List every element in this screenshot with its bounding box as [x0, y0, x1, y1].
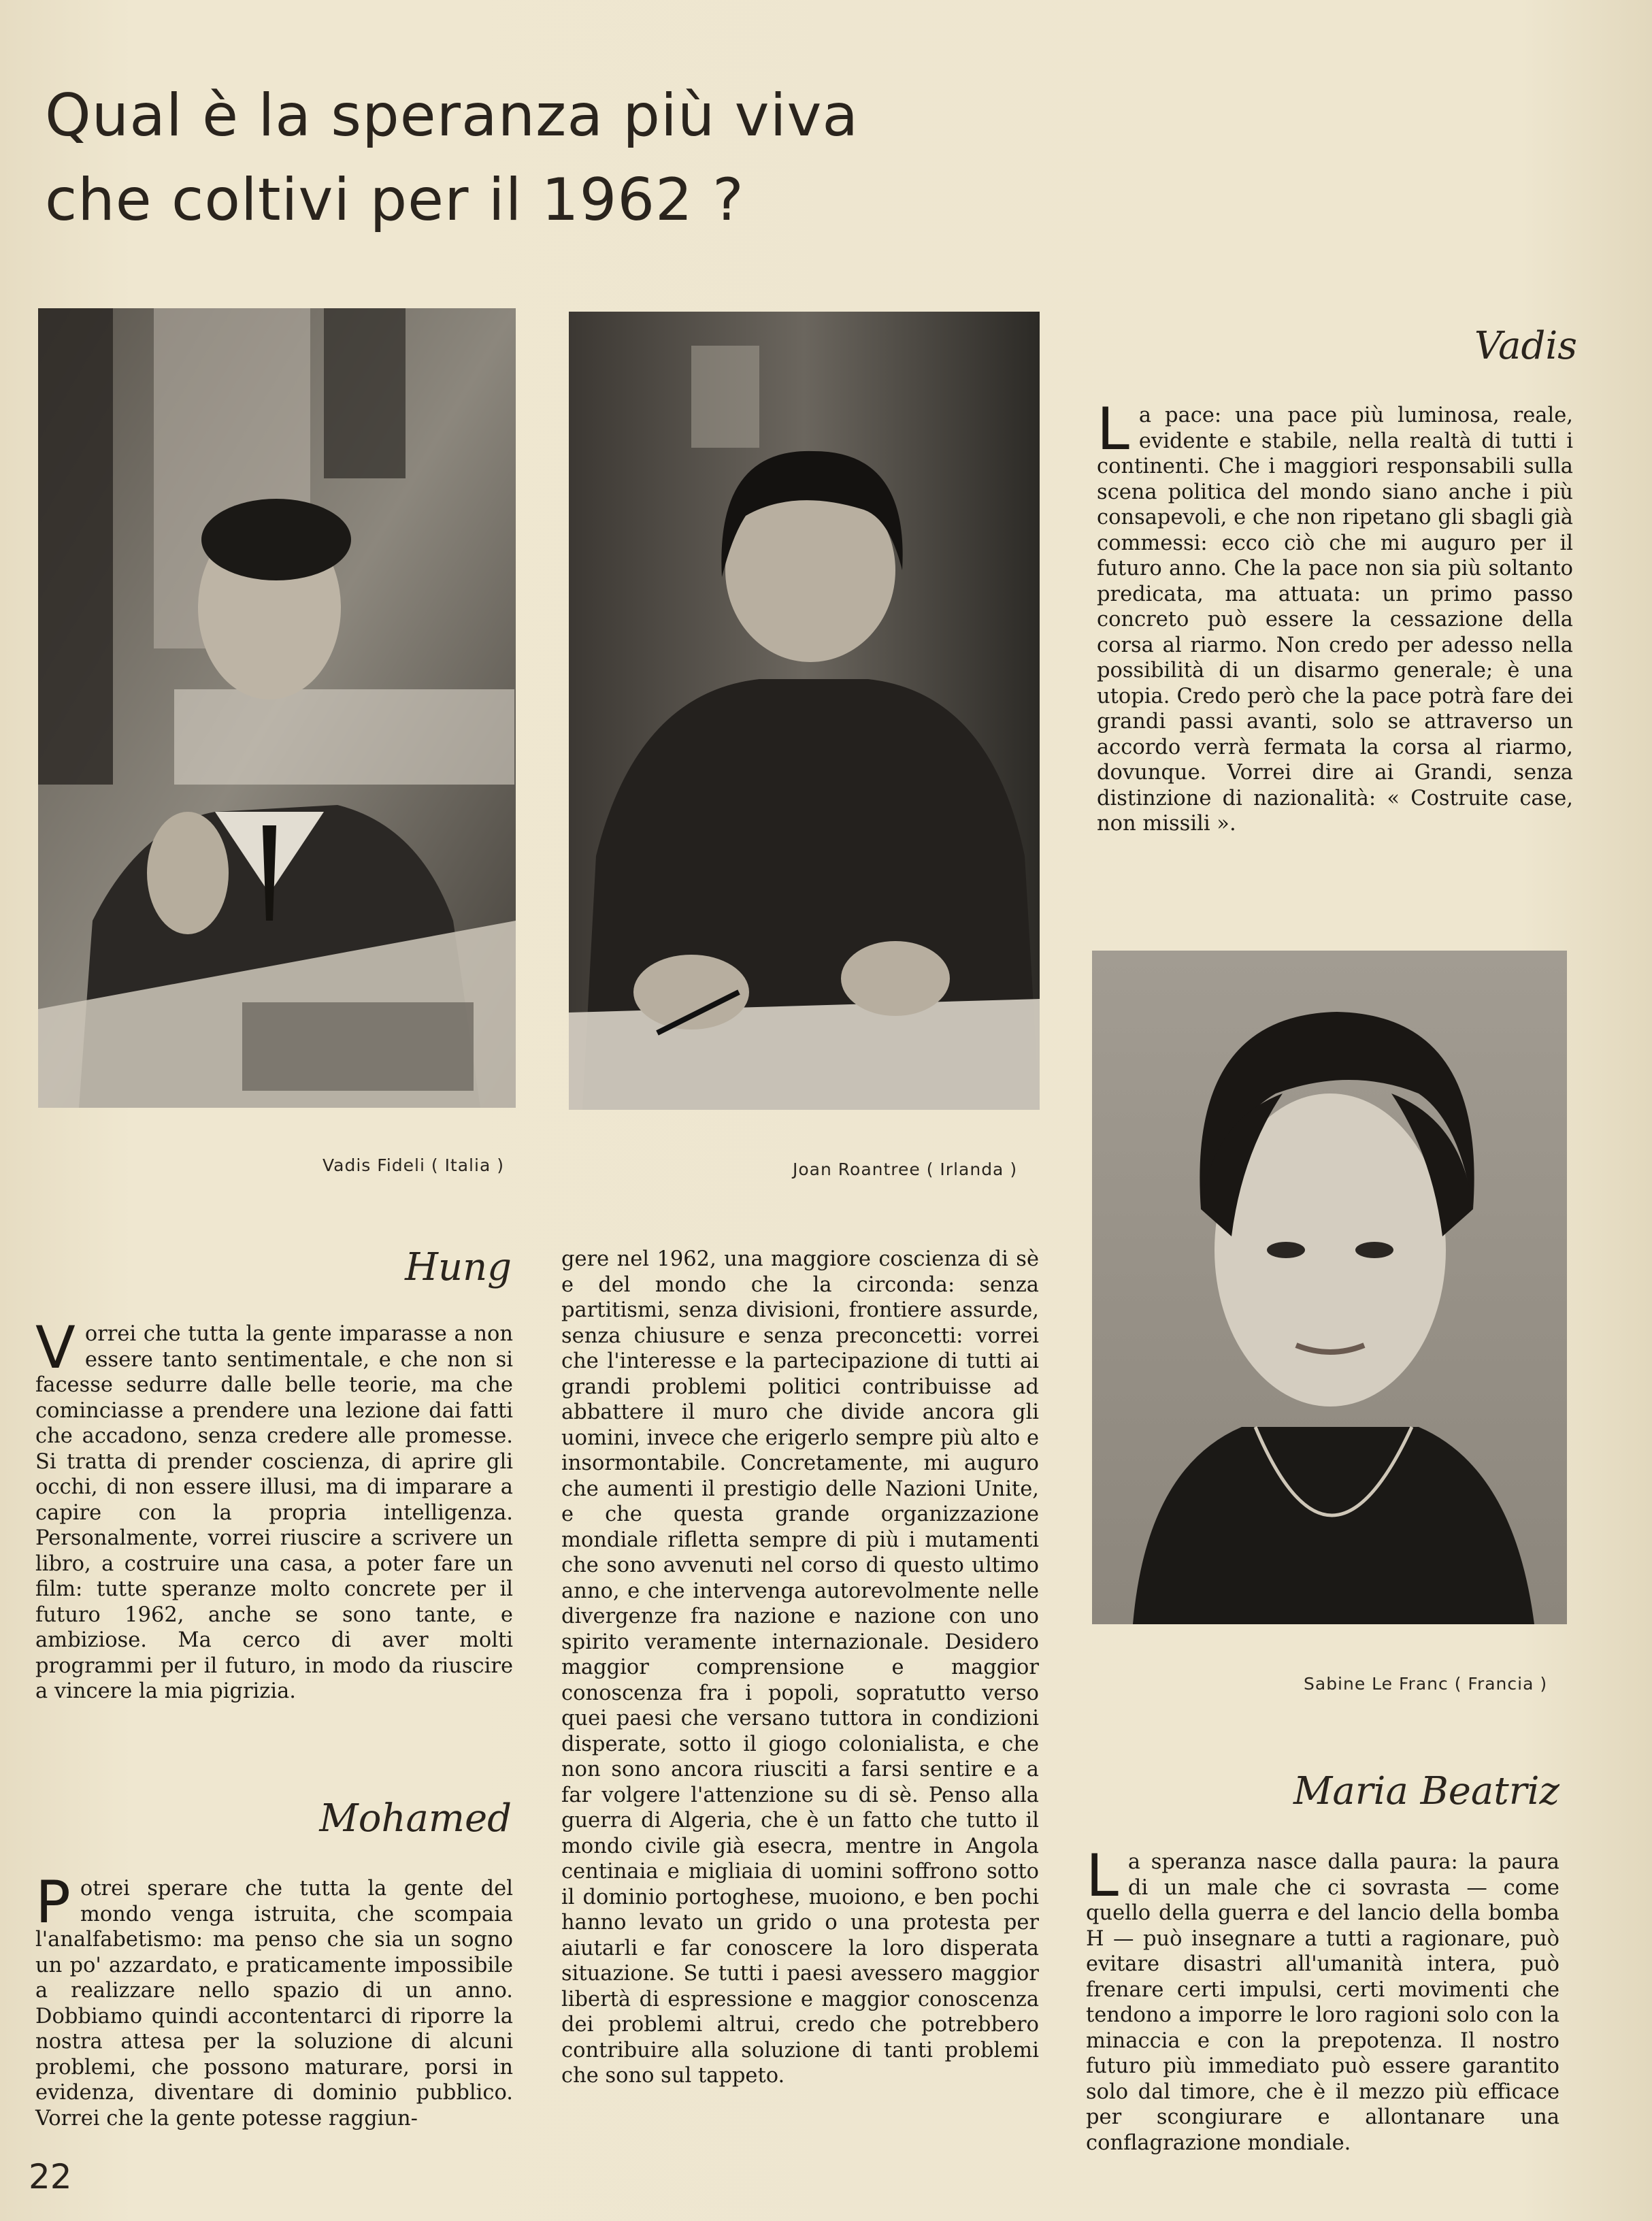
page-headline [45, 73, 929, 242]
section-name-maria-beatriz: Maria Beatriz [1293, 1769, 1559, 1813]
dropcap-vadis: L [1097, 395, 1129, 463]
dropcap-maria-beatriz: L [1086, 1842, 1119, 1910]
portrait-man-image [38, 308, 516, 1108]
caption-joan-roantree: Joan Roantree ( Irlanda ) [793, 1159, 1018, 1179]
section-name-vadis: Vadis [1474, 324, 1577, 368]
section-text-mohamed-continued: gere nel 1962, una maggiore coscienza di sè e del mondo che la circonda: senza partitismi, senza divisioni, frontiere assurde, senza chiusure e senza preconcetti: vorrei che l'interesse e la partecipazione di tutti ai grandi problemi politici contribuisse ad abbattere il muro che divide ancora gli uomini, invece che erigerlo sempre più alto e insormontabile. Concretamente, mi auguro che aumenti il prestigio delle Nazioni Unite, e che questa grande organizzazione mondiale rifletta sempre di più i mutamenti che sono avvenuti nel corso di questo ultimo anno, e che intervenga autorevolmente nelle divergenze fra nazione e nazione con uno spirito veramente internazionale. Desidero maggior comprensione e maggior conoscenza fra i popoli, sopratutto verso quei paesi che versano tuttora in condizioni disperate, sotto il giogo colonialista, e che non sono ancora riusciti a farsi sentire e a far volgere l'attenzione su di sè. Penso alla guerra di Algeria, che è un fatto che tutto il mondo civile già esecra, mentre in Angola centinaia e migliaia di uomini soffrono sotto il dominio portoghese, muoiono, e ben pochi hanno levato un grido o una protesta per aiutarli e far conoscere la loro disperata situazione. Se tutti i paesi avessero maggior libertà di espressione e maggior conoscenza dei problemi altrui, credo che potrebbero contribuire alla soluzione di tanti problemi che sono sul tappeto. [561, 1247, 1039, 2088]
photo-vadis-fideli [38, 308, 516, 1108]
caption-sabine-le-franc: Sabine Le Franc ( Francia ) [1304, 1674, 1548, 1694]
dropcap-mohamed: P [35, 1869, 71, 1937]
paragraph-vadis: a pace: una pace più luminosa, reale, evidente e stabile, nella realtà di tutti i continenti. Che i maggiori responsabili sulla scena politica del mondo siano anche i più consapevoli, e che non ripetano gli sbagli già commessi: ecco ciò che mi auguro per il futuro anno. Che la pace non sia più soltanto predicata, ma attuata: un primo passo concreto può essere la cessazione della corsa al riarmo. Non credo per adesso nella possibilità di un disarmo generale; è una utopia. Credo però che la pace potrà fare dei grandi passi avanti, solo se attraverso un accordo verrà fermata la corsa al riarmo, dovunque. Vorrei dire ai Grandi, senza distinzione di nazionalità: « Costruite case, non missili ». [1097, 404, 1573, 836]
headline-line-2: che coltivi per il 1962 ? [45, 166, 744, 234]
section-name-hung: Hung [405, 1245, 512, 1289]
section-name-mohamed: Mohamed [319, 1796, 512, 1841]
portrait-woman-image [569, 312, 1040, 1110]
section-text-maria-beatriz [1086, 1842, 1559, 2156]
paragraph-hung: orrei che tutta la gente imparasse a non essere tanto sentimentale, e che non si facesse sedurre dalle belle teorie, ma che cominciasse a prendere una lezione dai fatti che accadono, senza credere alle promesse. Si tratta di prender coscienza, di aprire gli occhi, di non essere illusi, ma di imparare a capire con la propria intelligenza. Personalmente, vorrei riuscire a scrivere un libro, a costruire una casa, a poter fare un film: tutte speranze molto concrete per il futuro 1962, anche se sono tante, e ambiziose. Ma cerco di aver molti programmi per il futuro, in modo da riuscire a vincere la mia pigrizia. [35, 1322, 513, 1703]
portrait-woman-image [1092, 951, 1567, 1624]
page-number: 22 [29, 2157, 72, 2197]
paragraph-mohamed: otrei sperare che tutta la gente del mondo venga istruita, che scompaia l'analfabetismo: ma penso che sia un sogno un po' azzardato, e praticamente impossibile a realizzare nello spazio di un anno. Dobbiamo quindi accontentarci di riporre la nostra attesa per la soluzione di alcuni problemi, che possono maturare, porsi in evidenza, diventare di dominio pubblico. Vorrei che la gente potesse raggiun- [35, 1877, 513, 2130]
section-text-hung [35, 1314, 513, 1705]
caption-vadis-fideli: Vadis Fideli ( Italia ) [323, 1155, 504, 1175]
photo-joan-roantree [569, 312, 1040, 1110]
section-text-mohamed [35, 1869, 513, 2131]
dropcap-hung: V [35, 1314, 76, 1382]
section-text-vadis [1097, 395, 1573, 837]
headline-line-1: Qual è la speranza più viva [45, 82, 859, 150]
paragraph-maria-beatriz: a speranza nasce dalla paura: la paura di un male che ci sovrasta — come quello della guerra e del lancio della bomba H — può insegnare a tutti a ragionare, può evitare disastri all'umanità intera, può frenare certi impulsi, certi movimenti che tendono a imporre le loro ragioni solo con la minaccia e con la prepotenza. Il nostro futuro più immediato può essere garantito solo dal timore, che è il mezzo più efficace per scongiurare e allontanare una conflagrazione mondiale. [1086, 1850, 1559, 2155]
photo-sabine-le-franc [1092, 951, 1567, 1624]
